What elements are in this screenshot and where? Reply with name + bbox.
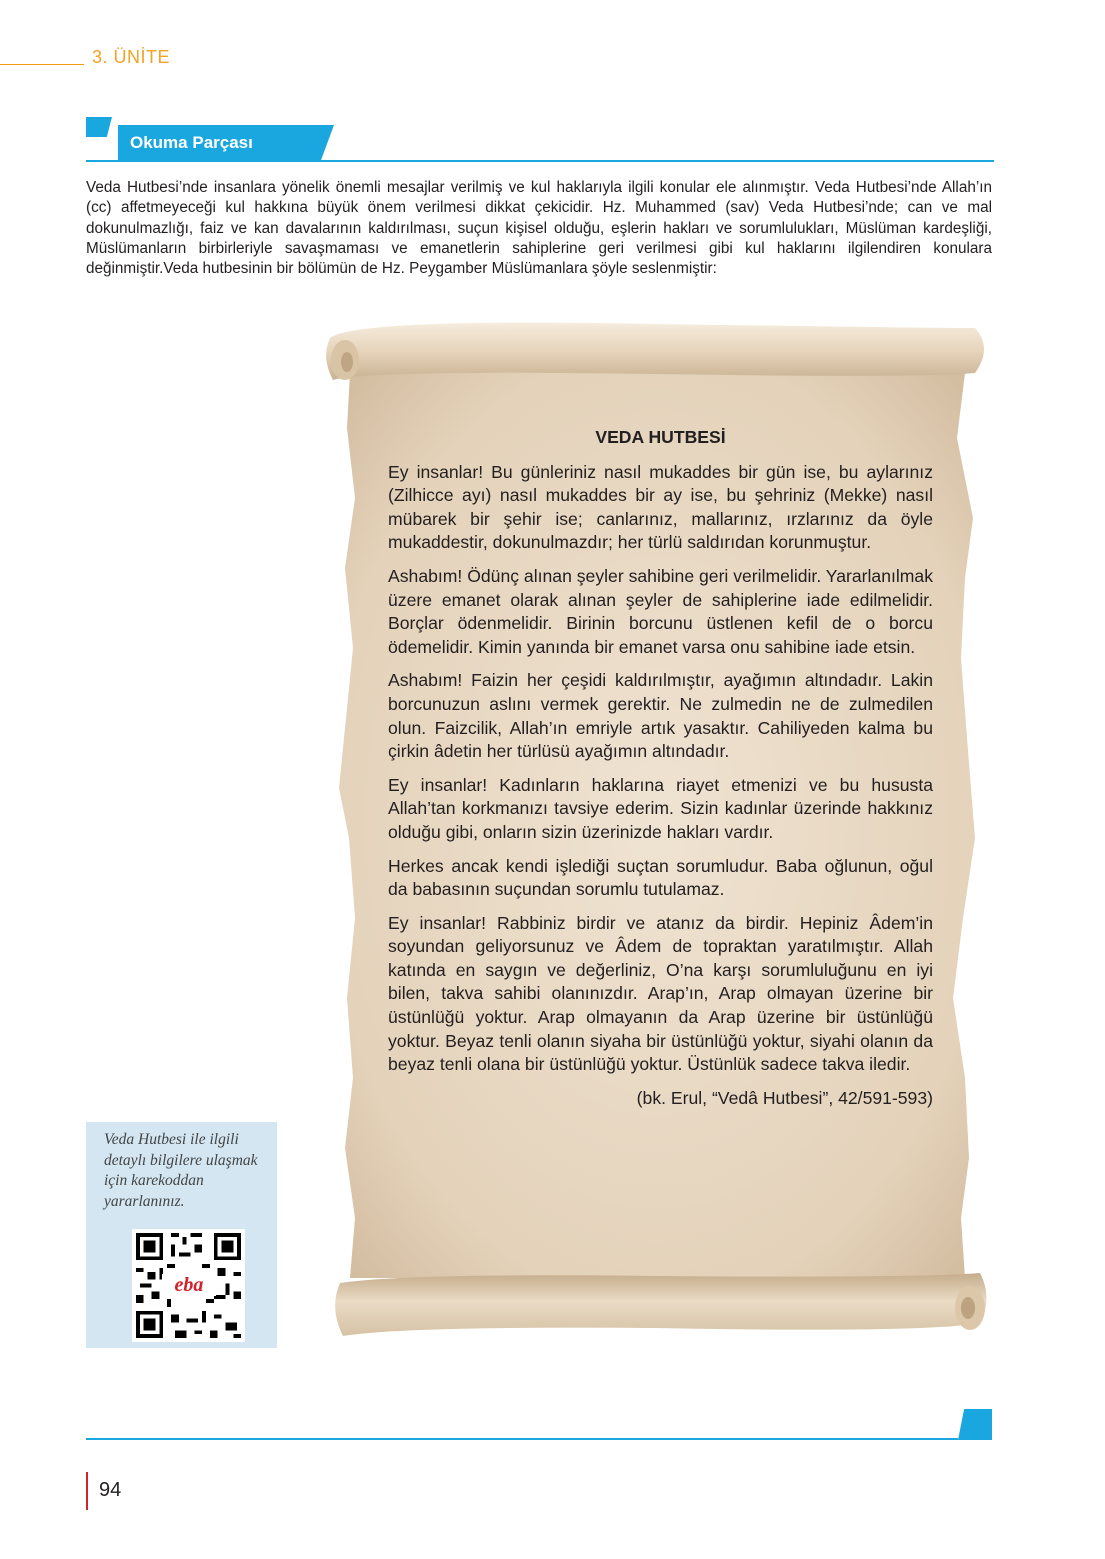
sermon-paragraph: Ey insanlar! Rabbiniz birdir ve atanız da birdir. Hepiniz Âdem’in soyundan geliyorsunuz ve Âdem de topraktan yaratılmıştır. Allah katında en saygın ve değerliniz, O’na karşı sorumluluğunu en iyi bilen, takva sahibi olanınızdır. Arap’ın, Arap olmayan üzerine bir üstünlüğü yoktur. Arap olmayanın da Arap üzerine bir üstünlüğü yoktur. Beyaz tenli olanın siyaha bir üstünlüğü yoktur, siyahi olanın da beyaz tenli olana bir üstünlüğü yoktur. Üstünlük sadece takva iledir. — [388, 912, 933, 1075]
section-header-corner — [86, 117, 112, 137]
sermon-paragraph: Ashabım! Ödünç alınan şeyler sahibine geri verilmelidir. Yararlanılmak üzere emanet olarak alınan şeyler de sahiplerine iade edilmelidir. Borçlar ödenmelidir. Birinin borcunu üstlenen kefil de o borcu ödemelidir. Kimin yanında bir emanet varsa onu sahibine iade etsin. — [388, 565, 934, 657]
intro-paragraph — [86, 178, 992, 279]
eba-logo: eba — [162, 1274, 216, 1296]
sermon-title: VEDA HUTBESİ — [595, 427, 726, 447]
page-number: 94 — [99, 1479, 122, 1501]
section-header-rule — [86, 160, 994, 162]
qr-info-text: Veda Hutbesi ile ilgili detaylı bilgilere ulaşmak için karekoddan yararlanınız. — [104, 1131, 258, 1210]
sermon-paragraph: Ey insanlar! Kadınların haklarına riayet etmenizi ve bu hususta Allah’tan korkmanızı tavsiye ederim. Sizin kadınlar üzerinde hakkınız olduğu gibi, onların sizin üzerinizde hakları vardır. — [388, 774, 933, 842]
sermon-paragraph: Ey insanlar! Bu günleriniz nasıl mukaddes bir gün ise, bu aylarınız (Zilhicce ayı) nasıl mukaddes bir ay ise, bu şehriniz (Mekke) nasıl mübarek bir şehir ise; canlarınız, mallarınız, ırzlarınız da öyle mukaddestir, dokunulmazdır; her türlü saldırıdan korunmuştur. — [388, 461, 933, 553]
sermon-text-block — [388, 426, 933, 1110]
section-title: Okuma Parçası — [130, 133, 253, 152]
sermon-paragraph: Herkes ancak kendi işlediği suçtan sorumludur. Baba oğlunun, oğul da babasının suçundan sorumlu tutulamaz. — [388, 855, 933, 900]
qr-code[interactable] — [132, 1229, 245, 1342]
page-number-bar — [86, 1472, 88, 1510]
sermon-paragraph: Ashabım! Faizin her çeşidi kaldırılmıştır, ayağımın altındadır. Lakin borcunuzun aslını vermek gerektir. Ne zulmedin ne de zulmedilen olun. Faizcilik, Allah’ın emriyle artık yasaktır. Cahiliyeden kalma bu çirkin âdetin her türlüsü ayağımın altındadır. — [388, 670, 933, 762]
footer-corner — [958, 1409, 992, 1440]
intro-text: Veda Hutbesi’nde insanlara yönelik önemli mesajlar verilmiş ve kul haklarıyla ilgili konular ele alınmıştır. Veda Hutbesi’nde Allah’ın (cc) affetmeyeceği kul hakkına büyük önem verilmesi dikkat çekicidir. Hz. Muhammed (sav) Veda Hutbesi’nde; can ve mal dokunulmazlığı, faiz ve kan davalarının kaldırılması, suçun kişisel olduğu, eşlerin hakları ve sorumlulukları, Müslüman kardeşliği, Müslümanların birbirleriyle savaşmaması ve emanetlerin sahiplerine geri verilmesi gibi kul haklarını ilgilendiren konulara değinmiştir.Veda hutbesinin bir bölümün de Hz. Peygamber Müslümanlara şöyle seslenmiştir: — [86, 179, 992, 278]
sermon-reference: (bk. Erul, “Vedâ Hutbesi”, 42/591-593) — [636, 1087, 933, 1108]
footer-rule — [86, 1438, 958, 1440]
unit-label: 3. ÜNİTE — [92, 47, 171, 67]
unit-divider — [0, 64, 84, 65]
